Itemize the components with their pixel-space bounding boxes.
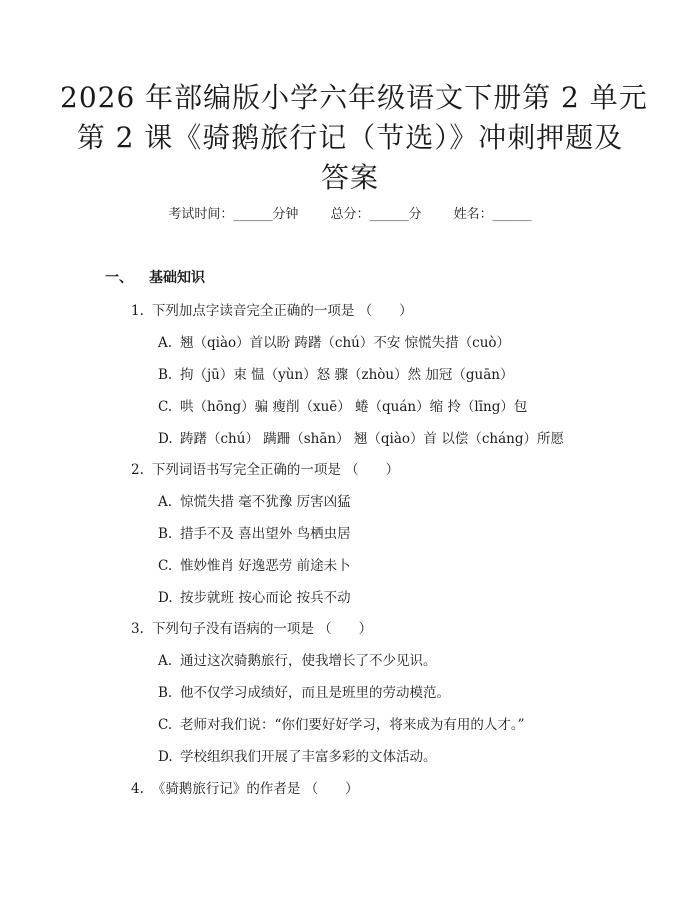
option-text: 按步就班 按心而论 按兵不动: [180, 590, 351, 606]
q1-option-c: [158, 395, 527, 415]
q3-option-d: [158, 745, 437, 765]
q2-option-d: [158, 586, 351, 606]
option-text: 学校组织我们开展了丰富多彩的文体活动。: [180, 749, 437, 765]
option-letter: A.: [158, 653, 173, 669]
q1-option-d: [158, 427, 564, 447]
option-text: 措手不及 喜出望外 鸟栖虫居: [180, 526, 351, 542]
option-letter: B.: [158, 526, 173, 542]
student-name: 姓名：______: [453, 207, 532, 222]
option-text: 通过这次骑鹅旅行，使我增长了不少见识。: [180, 653, 437, 669]
option-letter: A.: [158, 494, 173, 510]
option-text: 惟妙惟肖 好逸恶劳 前途未卜: [180, 558, 351, 574]
option-text: 踌躇（chú） 蹒跚（shān） 翘（qiào）首 以偿（cháng）所愿: [180, 431, 564, 447]
question-number: 3.: [131, 621, 144, 637]
q1-option-a: [158, 331, 510, 351]
option-text: 拘（jū）束 愠（yùn）怒 骤（zhòu）然 加冠（guān）: [180, 367, 514, 383]
q1-option-b: [158, 363, 513, 383]
q2-option-c: [158, 554, 351, 574]
question-text: 下列加点字读音完全正确的一项是 （ ）: [151, 303, 413, 319]
question-number: 1.: [131, 303, 144, 319]
option-text: 哄（hōng）骗 瘦削（xuē） 蜷（quán）缩 拎（līng）包: [180, 399, 528, 415]
option-letter: D.: [158, 590, 173, 606]
question-text: 《骑鹅旅行记》的作者是 （ ）: [151, 781, 359, 797]
question-number: 2.: [131, 462, 144, 478]
question-number: 4.: [131, 781, 144, 797]
option-letter: D.: [158, 431, 173, 447]
option-text: 他不仅学习成绩好，而且是班里的劳动模范。: [180, 685, 450, 701]
question-4: [131, 777, 359, 797]
title-line-1: 2026 年部编版小学六年级语文下册第 2 单元: [60, 81, 648, 114]
document-title: [60, 78, 648, 198]
section-title: 基础知识: [149, 270, 205, 286]
question-2: [131, 458, 399, 478]
option-letter: A.: [158, 335, 173, 351]
option-letter: C.: [158, 399, 173, 415]
q3-option-c: [158, 713, 525, 733]
title-line-3: 答案: [320, 161, 379, 194]
option-text: 翘（qiào）首以盼 踌躇（chú）不安 惊慌失措（cuò）: [180, 335, 511, 351]
q3-option-b: [158, 681, 450, 701]
question-text: 下列词语书写完全正确的一项是 （ ）: [151, 462, 400, 478]
q2-option-a: [158, 490, 351, 510]
total-score: 总分：______分: [330, 207, 422, 222]
question-text: 下列句子没有语病的一项是 （ ）: [151, 621, 373, 637]
option-letter: D.: [158, 749, 173, 765]
q3-option-a: [158, 649, 437, 669]
question-1: [131, 299, 413, 319]
section-heading: [105, 267, 205, 287]
option-letter: C.: [158, 717, 173, 733]
option-text: 惊慌失措 毫不犹豫 厉害凶猛: [180, 494, 351, 510]
section-number: 一、: [105, 270, 133, 286]
q2-option-b: [158, 522, 351, 542]
option-text: 老师对我们说：“你们要好好学习，将来成为有用的人才。”: [180, 717, 525, 733]
option-letter: B.: [158, 367, 173, 383]
exam-time: 考试时间：______分钟: [168, 207, 299, 222]
option-letter: C.: [158, 558, 173, 574]
exam-meta: [0, 203, 700, 222]
question-3: [131, 617, 372, 637]
option-letter: B.: [158, 685, 173, 701]
title-line-2: 第 2 课《骑鹅旅行记（节选）》冲刺押题及: [76, 121, 624, 154]
